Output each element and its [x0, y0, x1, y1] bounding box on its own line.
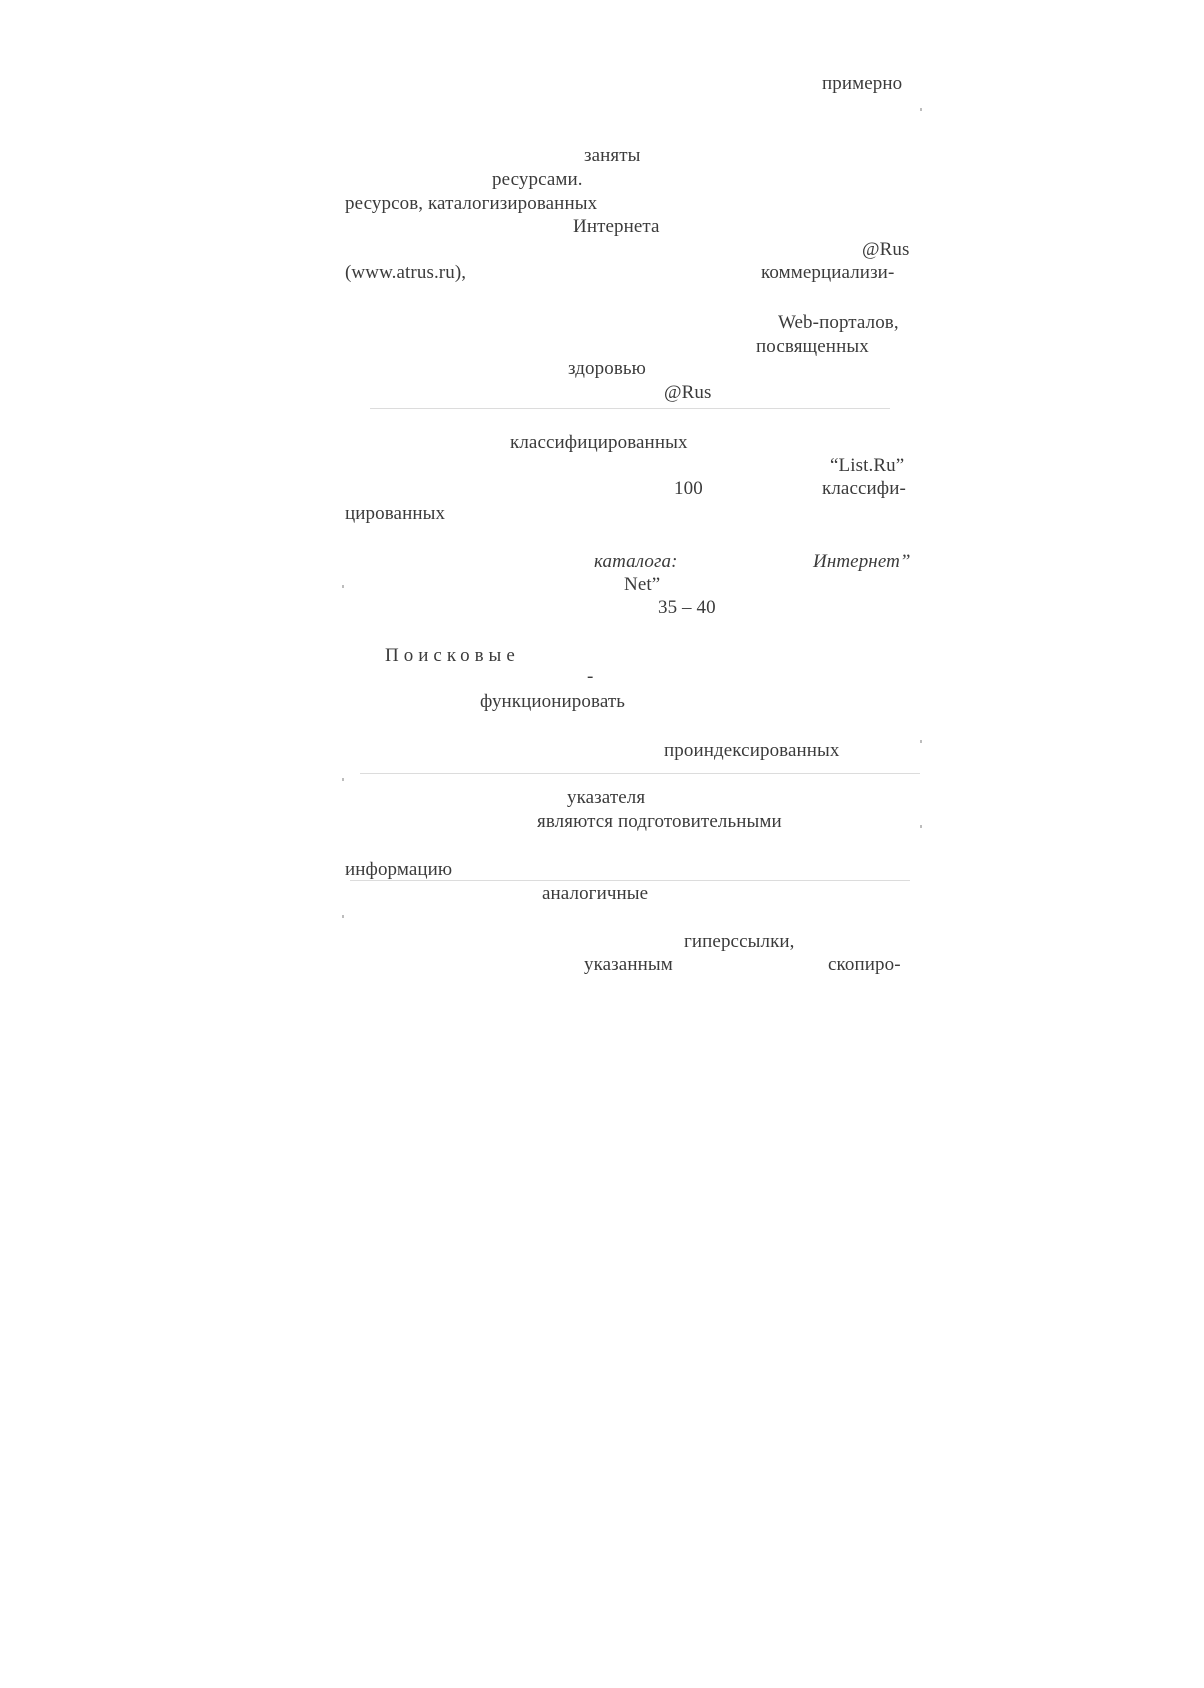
scan-artifact [342, 585, 344, 588]
text-fragment: указанным [584, 954, 673, 975]
text-fragment: “List.Ru” [830, 455, 905, 476]
text-fragment: классифи- [822, 478, 906, 499]
scan-artifact [360, 773, 920, 774]
text-fragment: ресурсами. [492, 169, 583, 190]
text-fragment: указателя [567, 787, 646, 808]
text-fragment: информацию [345, 859, 453, 880]
scan-artifact [370, 408, 890, 409]
text-fragment: Интернет” [813, 551, 911, 572]
scan-artifact [342, 778, 344, 781]
scan-artifact [920, 825, 922, 828]
text-fragment: @Rus [664, 382, 712, 403]
text-fragment: аналогичные [542, 883, 649, 904]
text-fragment: заняты [584, 145, 641, 166]
text-fragment: ресурсов, каталогизированных [345, 193, 598, 214]
text-fragment: являются подготовительными [537, 811, 782, 832]
text-fragment: цированных [345, 503, 446, 524]
text-fragment: проиндексированных [664, 740, 840, 761]
text-fragment: гиперссылки, [684, 931, 795, 952]
text-fragment: 100 [674, 478, 703, 499]
scan-artifact [342, 915, 344, 918]
text-fragment: Net” [624, 574, 661, 595]
section-heading: Поисковые [385, 645, 520, 666]
text-fragment: каталога: [594, 551, 678, 572]
text-fragment: - [587, 666, 594, 687]
scan-artifact [920, 108, 922, 111]
text-fragment: коммерциализи- [761, 262, 895, 283]
text-fragment: @Rus [862, 239, 910, 260]
text-fragment: здоровью [568, 358, 646, 379]
text-fragment: 35 – 40 [658, 597, 716, 618]
text-fragment: функционировать [480, 691, 626, 712]
text-fragment: скопиро- [828, 954, 901, 975]
text-fragment: примерно [822, 73, 903, 94]
scan-artifact [920, 740, 922, 743]
text-fragment: посвященных [756, 336, 869, 357]
text-fragment: классифицированных [510, 432, 688, 453]
text-fragment: Интернета [573, 216, 660, 237]
text-fragment: Web-порталов, [778, 312, 899, 333]
text-fragment: (www.atrus.ru), [345, 262, 467, 283]
